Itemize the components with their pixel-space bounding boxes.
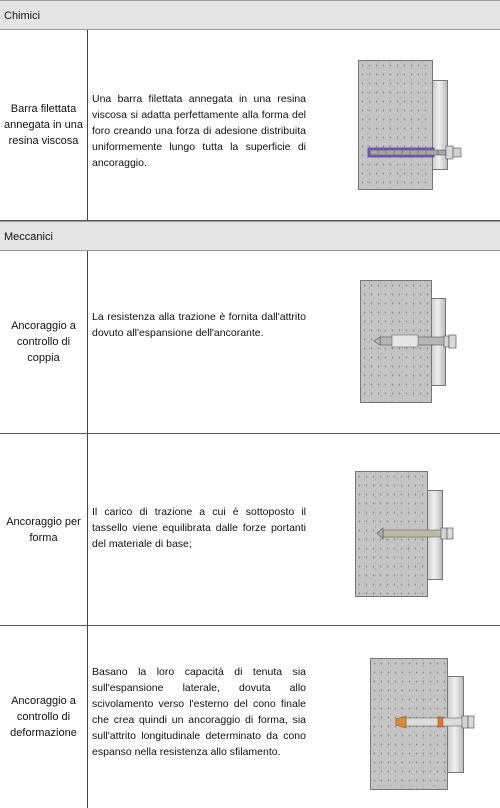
section-title: Chimici xyxy=(4,10,41,22)
anchor-type-description: Il carico di trazione a cui è sottoposto il tassello viene equilibrata dalle forze portanti del materiale di base; xyxy=(92,506,306,550)
torque-anchor-illustration xyxy=(360,280,480,405)
deformation-anchor-illustration xyxy=(370,658,490,793)
resin-anchor-illustration xyxy=(358,60,478,190)
section-title: Meccanici xyxy=(4,231,53,243)
table-row xyxy=(0,626,500,808)
anchor-type-description: Una barra filettata annegata in una resina viscosa si adatta perfettamente alla forma del foro creando una forza di adesione distribuita uniformemente lungo tutta la superficie di ancoraggio. xyxy=(92,93,306,169)
anchor-type-label: Ancoraggio per forma xyxy=(0,434,88,625)
anchor-type-label: Ancoraggio a controllo di coppia xyxy=(0,251,88,433)
anchor-type-description: La resistenza alla trazione è fornita dall'attrito dovuto all'espansione dell'ancorante. xyxy=(92,311,306,339)
anchor-type-label: Ancoraggio a controllo di deformazione xyxy=(0,626,88,808)
table-row xyxy=(0,434,500,626)
anchor-type-label: Barra filettata annegata in una resina viscosa xyxy=(0,30,88,220)
table-row xyxy=(0,30,500,221)
table-row xyxy=(0,251,500,434)
anchor-type-description: Basano la loro capacità di tenuta sia sull'espansione laterale, dovuta allo scivolamento verso l'esterno del cono finale che crea quindi un ancoraggio di forma, sia sull'attrito longitudinale determinato da cono espanso nella resistenza allo sfilamento. xyxy=(92,666,306,758)
section-header-chimici xyxy=(0,0,500,30)
form-anchor-illustration xyxy=(355,471,475,601)
section-header-meccanici xyxy=(0,221,500,251)
